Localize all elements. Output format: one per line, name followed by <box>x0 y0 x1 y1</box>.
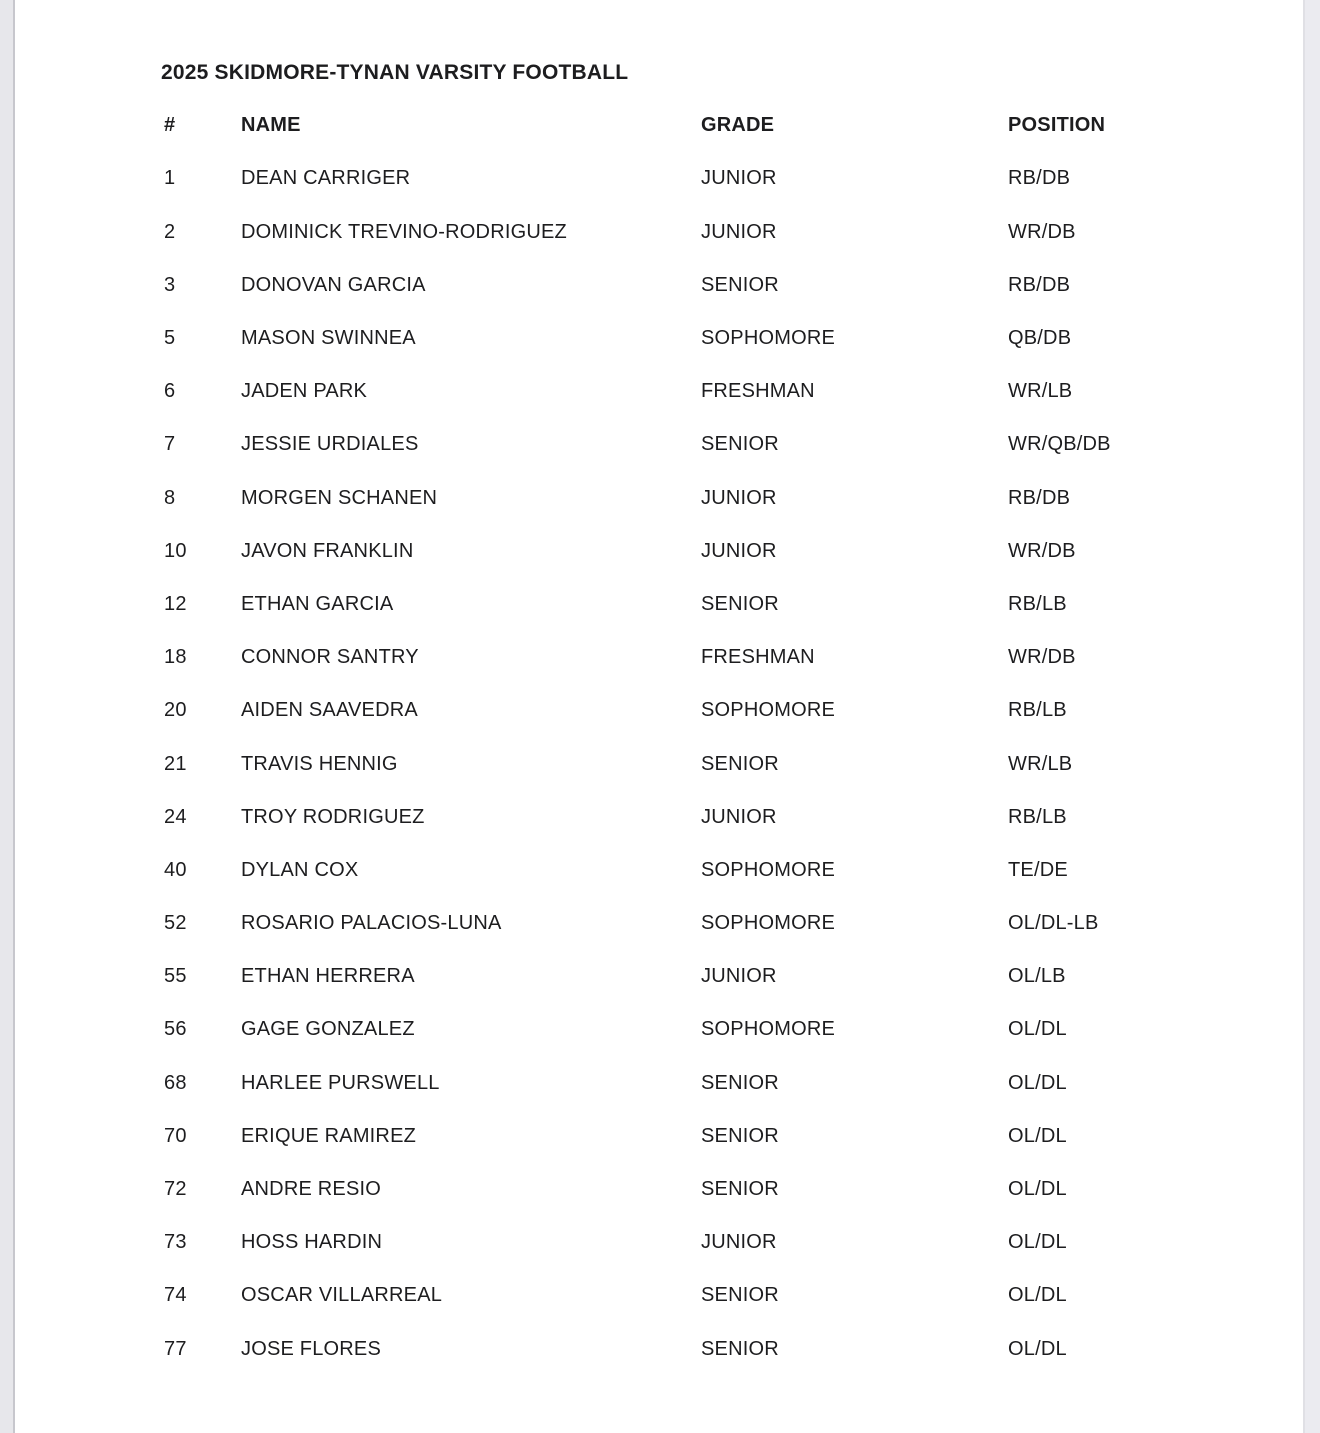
column-header-number: # <box>164 114 176 137</box>
player-name: HARLEE PURSWELL <box>241 1071 440 1094</box>
player-position: RB/DB <box>1008 273 1071 296</box>
player-number: 20 <box>164 699 187 722</box>
player-grade: SENIOR <box>701 273 779 296</box>
player-number: 24 <box>164 805 187 828</box>
player-grade: JUNIOR <box>701 1231 777 1254</box>
player-number: 55 <box>164 965 187 988</box>
player-grade: JUNIOR <box>701 965 777 988</box>
player-number: 40 <box>164 858 187 881</box>
player-grade: SENIOR <box>701 1284 779 1307</box>
player-grade: JUNIOR <box>701 220 777 243</box>
player-number: 10 <box>164 539 187 562</box>
player-position: OL/DL-LB <box>1008 912 1099 935</box>
column-header-position: POSITION <box>1008 114 1106 137</box>
player-position: OL/LB <box>1008 965 1066 988</box>
table-row <box>161 578 1303 631</box>
player-number: 70 <box>164 1124 187 1147</box>
player-grade: SENIOR <box>701 1071 779 1094</box>
player-position: OL/DL <box>1008 1231 1067 1254</box>
player-number: 68 <box>164 1071 187 1094</box>
player-grade: SOPHOMORE <box>701 858 836 881</box>
player-name: JESSIE URDIALES <box>241 433 419 456</box>
player-grade: JUNIOR <box>701 805 777 828</box>
player-grade: JUNIOR <box>701 486 777 509</box>
player-grade: SENIOR <box>701 592 779 615</box>
player-name: JADEN PARK <box>241 380 368 403</box>
table-row <box>161 631 1303 684</box>
table-row <box>161 206 1303 259</box>
table-row <box>161 950 1303 1003</box>
player-grade: SENIOR <box>701 752 779 775</box>
table-row <box>161 418 1303 471</box>
player-position: RB/LB <box>1008 699 1067 722</box>
player-name: ANDRE RESIO <box>241 1178 382 1201</box>
page-title: 2025 SKIDMORE-TYNAN VARSITY FOOTBALL <box>161 60 629 84</box>
table-row <box>161 365 1303 418</box>
player-position: WR/QB/DB <box>1008 433 1111 456</box>
table-row <box>161 525 1303 578</box>
player-name: TRAVIS HENNIG <box>241 752 398 775</box>
column-header-grade: GRADE <box>701 114 775 137</box>
player-position: OL/DL <box>1008 1284 1067 1307</box>
player-position: OL/DL <box>1008 1071 1067 1094</box>
player-position: TE/DE <box>1008 858 1068 881</box>
player-number: 52 <box>164 912 187 935</box>
table-row <box>161 1110 1303 1163</box>
table-row <box>161 737 1303 790</box>
player-name: AIDEN SAAVEDRA <box>241 699 418 722</box>
player-name: MORGEN SCHANEN <box>241 486 438 509</box>
table-row <box>161 844 1303 897</box>
player-name: CONNOR SANTRY <box>241 646 419 669</box>
page-gutter-right <box>1303 0 1320 1433</box>
column-header-name: NAME <box>241 114 301 137</box>
player-number: 12 <box>164 592 187 615</box>
player-number: 3 <box>164 273 176 296</box>
player-grade: SENIOR <box>701 433 779 456</box>
player-position: RB/DB <box>1008 167 1071 190</box>
player-number: 2 <box>164 220 176 243</box>
player-name: DYLAN COX <box>241 858 359 881</box>
table-row <box>161 1057 1303 1110</box>
player-name: GAGE GONZALEZ <box>241 1018 415 1041</box>
player-number: 74 <box>164 1284 187 1307</box>
player-name: ROSARIO PALACIOS-LUNA <box>241 912 502 935</box>
player-name: ERIQUE RAMIREZ <box>241 1124 417 1147</box>
table-row <box>161 259 1303 312</box>
player-name: MASON SWINNEA <box>241 327 416 350</box>
player-number: 21 <box>164 752 187 775</box>
player-grade: SENIOR <box>701 1337 779 1360</box>
table-row <box>161 1216 1303 1269</box>
player-name: DONOVAN GARCIA <box>241 273 426 296</box>
player-grade: SOPHOMORE <box>701 699 836 722</box>
player-number: 6 <box>164 380 176 403</box>
player-position: WR/DB <box>1008 220 1076 243</box>
player-number: 1 <box>164 167 176 190</box>
player-number: 18 <box>164 646 187 669</box>
table-row <box>161 791 1303 844</box>
player-position: QB/DB <box>1008 327 1072 350</box>
document-page <box>15 0 1303 1433</box>
player-name: JAVON FRANKLIN <box>241 539 414 562</box>
player-position: RB/DB <box>1008 486 1071 509</box>
player-name: ETHAN GARCIA <box>241 592 394 615</box>
player-position: RB/LB <box>1008 592 1067 615</box>
player-name: JOSE FLORES <box>241 1337 382 1360</box>
player-grade: SENIOR <box>701 1124 779 1147</box>
roster-rows <box>161 152 1303 1375</box>
player-name: OSCAR VILLARREAL <box>241 1284 443 1307</box>
player-grade: SOPHOMORE <box>701 912 836 935</box>
table-row <box>161 312 1303 365</box>
player-number: 56 <box>164 1018 187 1041</box>
player-grade: JUNIOR <box>701 539 777 562</box>
player-name: ETHAN HERRERA <box>241 965 415 988</box>
table-row <box>161 1323 1303 1376</box>
player-position: WR/DB <box>1008 539 1076 562</box>
player-number: 77 <box>164 1337 187 1360</box>
player-name: DOMINICK TREVINO-RODRIGUEZ <box>241 220 567 243</box>
player-position: OL/DL <box>1008 1178 1067 1201</box>
player-number: 5 <box>164 327 176 350</box>
player-grade: FRESHMAN <box>701 646 815 669</box>
table-header-row <box>161 99 1303 152</box>
player-position: OL/DL <box>1008 1124 1067 1147</box>
player-number: 72 <box>164 1178 187 1201</box>
player-name: HOSS HARDIN <box>241 1231 383 1254</box>
player-position: WR/LB <box>1008 380 1073 403</box>
table-row <box>161 684 1303 737</box>
table-row <box>161 1003 1303 1056</box>
player-grade: SENIOR <box>701 1178 779 1201</box>
player-grade: FRESHMAN <box>701 380 815 403</box>
player-grade: JUNIOR <box>701 167 777 190</box>
table-row <box>161 1269 1303 1322</box>
player-position: WR/LB <box>1008 752 1073 775</box>
player-name: DEAN CARRIGER <box>241 167 411 190</box>
page-gutter-left <box>0 0 15 1433</box>
table-row <box>161 1163 1303 1216</box>
player-grade: SOPHOMORE <box>701 327 836 350</box>
table-row <box>161 152 1303 205</box>
player-position: OL/DL <box>1008 1337 1067 1360</box>
player-grade: SOPHOMORE <box>701 1018 836 1041</box>
player-position: RB/LB <box>1008 805 1067 828</box>
player-position: WR/DB <box>1008 646 1076 669</box>
player-number: 8 <box>164 486 176 509</box>
player-position: OL/DL <box>1008 1018 1067 1041</box>
table-row <box>161 897 1303 950</box>
player-number: 7 <box>164 433 176 456</box>
player-number: 73 <box>164 1231 187 1254</box>
player-name: TROY RODRIGUEZ <box>241 805 425 828</box>
table-row <box>161 472 1303 525</box>
